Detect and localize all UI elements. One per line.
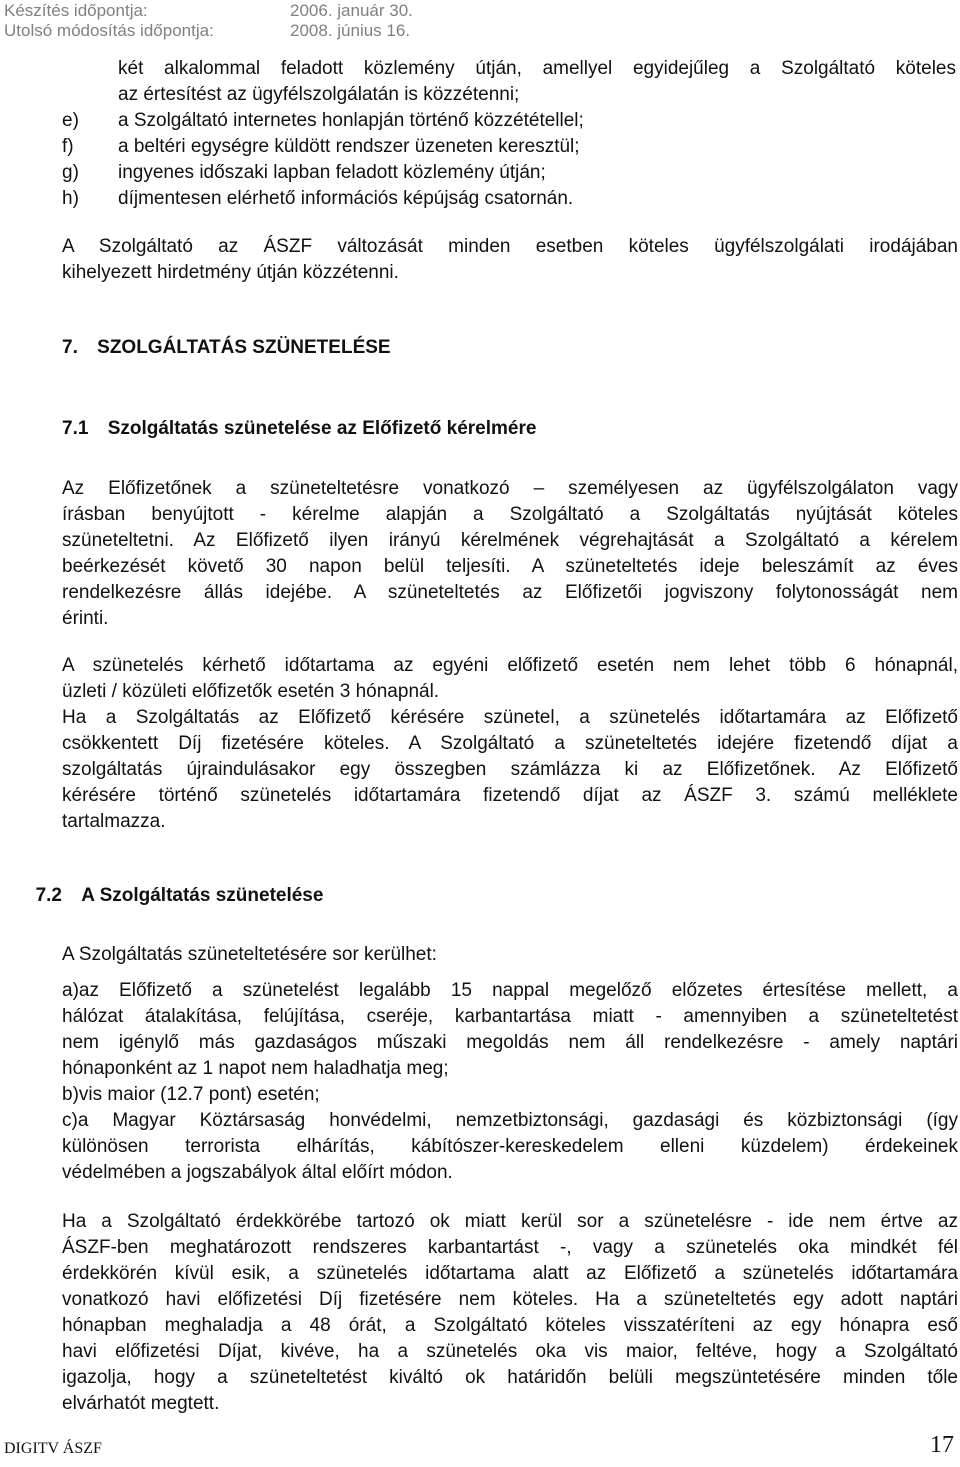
text-line: különösen terrorista elhárítás, kábítószer-kereskedelem elleni küzdelem) érdekeinek [62,1136,958,1157]
text-line: igazolja, hogy a szüneteltetést kiváltó ok határidőn belüli megszüntetésére minden tőle [62,1367,958,1388]
text-line: havi előfizetési Díjat, kivéve, ha a szünetelés oka vis maior, feltéve, hogy a Szolgáltató [62,1341,958,1362]
text-line: Ha a Szolgáltató érdekkörébe tartozó ok miatt kerül sor a szünetelésre - ide nem értve az [62,1211,958,1232]
section-title: SZOLGÁLTATÁS SZÜNETELÉSE [97,337,391,358]
text-line: az értesítést az ügyfélszolgálatán is közzétenni; [118,84,520,105]
text-line: rendelkezésre állás idejébe. A szüneteltetés az Előfizetői jogviszony folytonosságát nem [62,582,958,603]
text-line: üzleti / közületi előfizetők esetén 3 hónapnál. [62,681,440,702]
list-item-text: ingyenes időszaki lapban feladott közlemény útján; [118,162,546,183]
text-line: A szünetelés kérhető időtartama az egyéni előfizető esetén nem lehet több 6 hónapnál, [62,655,958,676]
footer-title: DIGITV ÁSZF [4,1440,102,1457]
text-line: hónapban meghaladja a 48 órát, a Szolgáltató köteles visszatéríteni az egy hónapra eső [62,1315,958,1336]
text-line: Az Előfizetőnek a szüneteltetésre vonatkozó – személyesen az ügyfélszolgálaton vagy [62,478,958,499]
text-line: c)a Magyar Köztársaság honvédelmi, nemzetbiztonsági, gazdasági és közbiztonsági (így [62,1110,958,1131]
text-line: b)vis maior (12.7 pont) esetén; [62,1084,320,1105]
text-line: írásban benyújtott - kérelme alapján a Szolgáltató a Szolgáltatás nyújtását köteles [62,504,958,525]
section-title: A Szolgáltatás szünetelése [81,885,324,906]
list-item-label: g) [62,162,79,183]
section-number: 7.2 [35,885,62,906]
text-line: beérkezését követő 30 napon belül teljesíti. A szüneteltetés ideje beleszámít az éves [62,556,958,577]
created-row [4,2,413,20]
list-item-label: h) [62,188,79,209]
modified-value: 2008. június 16. [290,21,411,40]
page-number: 17 [930,1432,954,1458]
list-item-label: f) [62,136,74,157]
text-line: védelmében a jogszabályok által előírt módon. [62,1162,453,1183]
text-line: kérésére történő szünetelés időtartamára fizetendő díjat az ÁSZF 3. számú melléklete [62,785,958,806]
paragraph-7-2-intro: A Szolgáltatás szüneteltetésére sor kerülhet: [62,944,437,965]
section-title: Szolgáltatás szünetelése az Előfizető kérelmére [107,418,537,439]
section-number: 7.1 [62,418,89,439]
text-line: szolgáltatás újraindulásakor egy összegben számlázza ki az Előfizetőnek. Az Előfizető [62,759,958,780]
text-line: A Szolgáltató az ÁSZF változását minden esetben köteles ügyfélszolgálati irodájában [62,236,958,257]
created-value: 2006. január 30. [290,1,413,20]
text-line: két alkalommal feladott közlemény útján, amellyel egyidejűleg a Szolgáltató köteles [118,58,956,79]
text-line: nem igénylő más gazdaságos műszaki megoldás nem áll rendelkezésre - amely naptári [62,1032,958,1053]
text-line: hálózat átalakítása, felújítása, cseréje, karbantartása miatt - amennyiben a szüneteltetést [62,1006,958,1027]
text-line: elvárhatót megtett. [62,1393,220,1414]
text-line: hónaponként az 1 napot nem haladhatja meg; [62,1058,449,1079]
section-number: 7. [62,337,78,358]
created-label: Készítés időpontja: [4,1,148,20]
document-header [0,0,960,40]
text-line: Ha a Szolgáltatás az Előfizető kérésére szünetel, a szünetelés időtartamára az Előfizető [62,707,958,728]
text-line: szüneteltetni. Az Előfizető ilyen irányú kérelmének végrehajtását a Szolgáltató a kérelem [62,530,958,551]
list-item-label: e) [62,110,79,131]
text-line: érdekkörén kívül esik, a szünetelés időtartama alatt az Előfizető a szünetelés időtartamára [62,1263,958,1284]
text-line: kihelyezett hirdetmény útján közzétenni. [62,262,399,283]
text-line: tartalmazza. [62,811,166,832]
list-item-text: a Szolgáltató internetes honlapján történő közzététellel; [118,110,584,131]
text-line: érinti. [62,608,109,629]
text-line: csökkentett Díj fizetésére köteles. A Szolgáltató a szüneteltetés idejére fizetendő díjat a [62,733,958,754]
text-line: vonatkozó havi előfizetési Díj fizetésére nem köteles. Ha a szüneteltetés egy adott naptári [62,1289,958,1310]
list-item-text: díjmentesen elérhető információs képújság csatornán. [118,188,574,209]
list-item-text: a beltéri egységre küldött rendszer üzeneten keresztül; [118,136,580,157]
modified-row [4,22,410,40]
section-7-1-heading [62,418,536,440]
text-line: a)az Előfizető a szünetelést legalább 15 nappal megelőző előzetes értesítése mellett, a [62,980,958,1001]
section-7-heading [62,337,391,359]
section-7-2-heading [0,885,323,907]
modified-label: Utolsó módosítás időpontja: [4,21,214,40]
text-line: ÁSZF-ben meghatározott rendszeres karbantartást -, vagy a szünetelés oka mindkét fél [62,1237,958,1258]
